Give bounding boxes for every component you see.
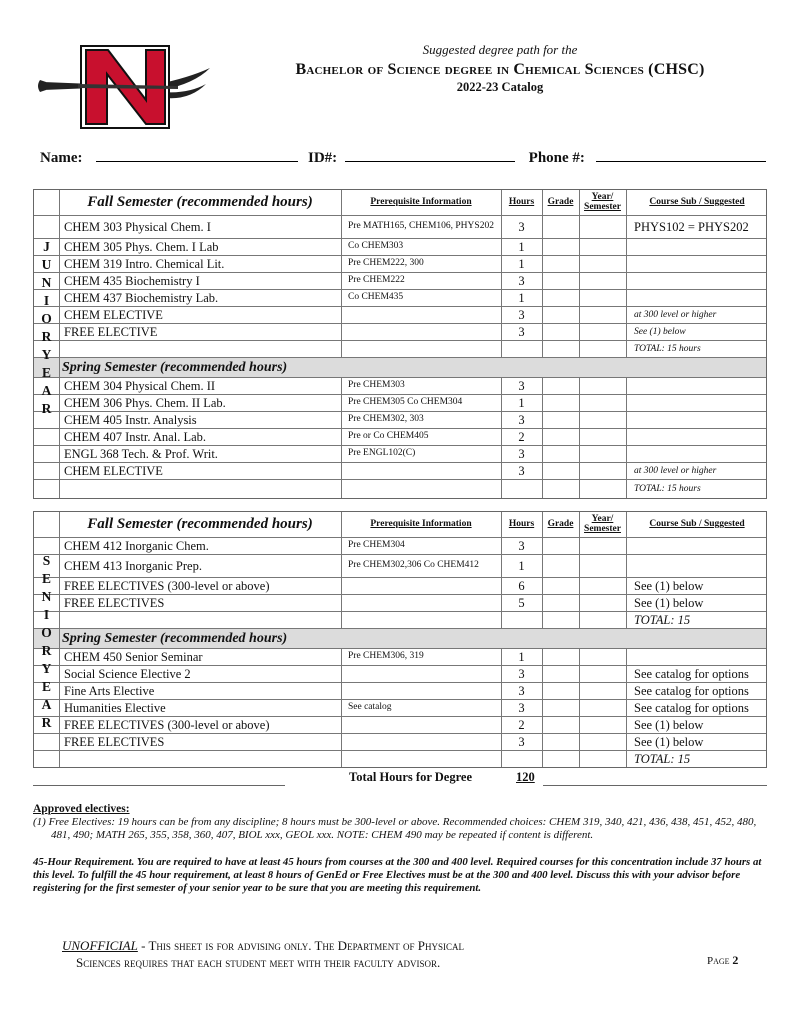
grade-cell[interactable]: [542, 324, 579, 340]
course-row: [34, 751, 766, 768]
course-sub-note: TOTAL: 15 hours: [634, 483, 701, 494]
side-letter: R: [41, 401, 52, 416]
spring-semester-title: Spring Semester (recommended hours): [62, 359, 288, 375]
course-name: CHEM 437 Biochemistry Lab.: [64, 290, 219, 305]
grade-cell[interactable]: [542, 649, 579, 665]
id-label: ID#:: [307, 150, 338, 166]
year-semester-cell[interactable]: [579, 216, 626, 238]
course-hours: 3: [518, 683, 525, 698]
course-name: CHEM 435 Biochemistry I: [64, 273, 200, 288]
course-name: FREE ELECTIVE: [64, 324, 158, 339]
footer-disclaimer: [62, 938, 464, 972]
phone-label: Phone #:: [528, 150, 585, 166]
course-prereq: Pre CHEM222, 300: [348, 258, 424, 269]
name-field[interactable]: [96, 148, 298, 162]
year-semester-cell[interactable]: [579, 256, 626, 272]
course-prereq: Pre CHEM302,306 Co CHEM412: [348, 560, 479, 571]
side-letter: S: [42, 553, 51, 568]
course-hours: 1: [518, 290, 525, 305]
course-name: CHEM 412 Inorganic Chem.: [64, 538, 209, 553]
senior-year-table: [33, 511, 767, 768]
page-num: 2: [732, 953, 739, 967]
year-semester-cell[interactable]: [579, 273, 626, 289]
junior-side-label: [34, 238, 59, 418]
side-letter: A: [41, 697, 52, 712]
course-prereq: [341, 751, 501, 768]
grade-cell[interactable]: [542, 480, 579, 497]
year-semester-cell[interactable]: [579, 324, 626, 340]
course-row: [34, 378, 766, 395]
course-hours: 3: [518, 307, 525, 322]
course-hours: 3: [518, 273, 525, 288]
fall-semester-title: Fall Semester (recommended hours): [87, 194, 313, 210]
note-free-electives: (1) Free Electives: 19 hours can be from any discipline; 8 hours must be 300-level or above. Recommended choices: CHEM 319, 340, 421, 436, 438, 451, 452, 480, 481, 490; MATH 265, 355, 358, 360, 407, BIOL xxx, GEOL xxx. NOTE: CHEM 490 may be repeated if content is different.: [33, 816, 757, 842]
side-letter: O: [41, 311, 52, 326]
course-hours: 2: [518, 429, 525, 444]
course-hours: 1: [518, 239, 525, 254]
disclaimer-line-2: Sciences requires that each student meet with their faculty advisor.: [76, 954, 441, 970]
course-sub-note: See catalog for options: [634, 683, 749, 698]
year-semester-cell[interactable]: [579, 307, 626, 323]
course-name: Humanities Elective: [64, 700, 166, 715]
grade-cell[interactable]: [542, 239, 579, 255]
grade-cell[interactable]: [542, 216, 579, 238]
year-semester-cell[interactable]: [579, 429, 626, 445]
course-sub-note: See catalog for options: [634, 700, 749, 715]
grade-cell[interactable]: [542, 446, 579, 462]
year-semester-cell[interactable]: [579, 612, 626, 628]
course-row: [34, 700, 766, 717]
course-name: CHEM 303 Physical Chem. I: [64, 219, 211, 234]
year-semester-cell[interactable]: [579, 395, 626, 411]
fall-semester-title: Fall Semester (recommended hours): [87, 516, 313, 532]
grade-cell[interactable]: [542, 395, 579, 411]
course-name: FREE ELECTIVES: [64, 734, 165, 749]
course-prereq: Pre CHEM305 Co CHEM304: [348, 397, 463, 408]
course-prereq: [341, 578, 501, 594]
course-prereq: [341, 717, 501, 733]
year-semester-cell[interactable]: [579, 412, 626, 428]
course-sub-note: See (1) below: [634, 327, 686, 337]
total-hours-value: 120: [516, 770, 535, 784]
course-name: [59, 751, 341, 768]
course-row: [34, 555, 766, 578]
course-sub-note: [626, 446, 768, 462]
senior-side-label: [34, 552, 59, 732]
course-sub-note: PHYS102 = PHYS202: [634, 219, 749, 234]
course-hours: [501, 612, 542, 628]
course-prereq: [341, 683, 501, 699]
grade-cell[interactable]: [542, 578, 579, 594]
year-semester-cell[interactable]: [579, 666, 626, 682]
course-row: [34, 480, 766, 497]
course-row: [34, 256, 766, 273]
course-sub-note: TOTAL: 15: [634, 612, 691, 627]
course-prereq: Pre ENGL102(C): [348, 448, 416, 459]
requirement-45-hour: 45-Hour Requirement. You are required to have at least 45 hours from courses at the 300 and 400 level. Required courses for this concentration include 37 hours at this level. To fulfill the 45 hour requirement, at least 8 hours of GenEd or Free Electives must be at the 300 and 400 level. Discuss this with your advisor before registering for the first semester of your senior year to be sure that you are meeting this requirement.: [33, 855, 762, 895]
course-prereq: Pre CHEM222: [348, 275, 405, 286]
course-prereq: [341, 307, 501, 323]
course-sub-note: [626, 239, 768, 255]
course-hours: 3: [518, 700, 525, 715]
course-prereq: See catalog: [348, 702, 392, 713]
course-hours: 3: [518, 666, 525, 681]
course-sub-note: [626, 256, 768, 272]
course-name: CHEM ELECTIVE: [64, 307, 163, 322]
year-semester-cell[interactable]: [579, 700, 626, 716]
course-sub-note: See (1) below: [634, 717, 704, 732]
course-hours: [501, 341, 542, 357]
course-hours: 3: [518, 324, 525, 339]
course-prereq: Pre or Co CHEM405: [348, 431, 429, 442]
year-semester-cell[interactable]: [579, 555, 626, 577]
side-letter: R: [41, 643, 52, 658]
grade-cell[interactable]: [542, 666, 579, 682]
col-prereq-header: Prerequisite Information: [370, 518, 472, 529]
course-sub-note: See (1) below: [634, 595, 704, 610]
course-row: [34, 239, 766, 256]
side-letter: N: [41, 275, 52, 290]
course-hours: 6: [518, 578, 525, 593]
course-row: [34, 412, 766, 429]
course-hours: 1: [518, 558, 525, 573]
course-prereq: Pre CHEM306, 319: [348, 651, 424, 662]
university-logo: [38, 44, 213, 130]
course-sub-note: [626, 555, 768, 577]
side-letter: A: [41, 383, 52, 398]
side-letter: E: [41, 571, 51, 586]
course-name: CHEM 305 Phys. Chem. I Lab: [64, 239, 219, 254]
side-letter: E: [41, 365, 51, 380]
course-sub-note: See (1) below: [634, 578, 704, 593]
year-semester-cell[interactable]: [579, 538, 626, 554]
course-sub-note: [626, 273, 768, 289]
course-sub-note: See (1) below: [634, 734, 704, 749]
course-hours: 1: [518, 256, 525, 271]
approved-electives-heading: Approved electives:: [33, 803, 130, 815]
side-letter: E: [41, 679, 51, 694]
grade-cell[interactable]: [542, 538, 579, 554]
header-title: Bachelor of Science degree in Chemical Sciences (CHSC): [295, 61, 705, 78]
course-hours: 5: [518, 595, 525, 610]
course-name: FREE ELECTIVES (300-level or above): [64, 717, 270, 732]
side-letter: J: [43, 239, 50, 254]
course-hours: [501, 751, 542, 768]
year-semester-cell[interactable]: [579, 239, 626, 255]
col-hours-header: Hours: [508, 196, 535, 207]
year-semester-cell[interactable]: [579, 341, 626, 357]
course-row: [34, 538, 766, 555]
side-letter: Y: [41, 661, 52, 676]
year-semester-cell[interactable]: [579, 480, 626, 497]
grade-cell[interactable]: [542, 378, 579, 394]
course-row: [34, 463, 766, 480]
unofficial-label: UNOFFICIAL: [62, 938, 138, 953]
course-prereq: Co CHEM303: [348, 241, 404, 252]
course-prereq: [341, 480, 501, 497]
course-sub-note: [626, 412, 768, 428]
course-hours: 3: [518, 538, 525, 553]
course-hours: [501, 480, 542, 497]
col-grade-header: Grade: [547, 518, 574, 529]
course-name: FREE ELECTIVES (300-level or above): [64, 578, 270, 593]
course-row: [34, 683, 766, 700]
course-prereq: [341, 666, 501, 682]
document-header: [240, 42, 760, 95]
course-prereq: Pre CHEM303: [348, 380, 405, 391]
spring-semester-title: Spring Semester (recommended hours): [62, 630, 288, 646]
course-hours: 3: [518, 463, 525, 478]
course-prereq: [341, 463, 501, 479]
col-year-semester-header: Year/ Semester: [584, 514, 621, 534]
grade-cell[interactable]: [542, 290, 579, 306]
course-name: CHEM 413 Inorganic Prep.: [64, 558, 202, 573]
side-letter: I: [43, 607, 50, 622]
course-sub-note: at 300 level or higher: [634, 310, 717, 320]
course-hours: 3: [518, 412, 525, 427]
course-sub-note: TOTAL: 15: [634, 752, 691, 766]
side-letter: I: [43, 293, 50, 308]
student-id-line: [40, 148, 766, 167]
course-sub-note: [626, 395, 768, 411]
phone-field[interactable]: [596, 148, 766, 162]
id-field[interactable]: [345, 148, 515, 162]
course-sub-note: [626, 429, 768, 445]
notes: [33, 803, 763, 895]
course-name: [59, 612, 341, 628]
side-letter: R: [41, 329, 52, 344]
total-hours-label: Total Hours for Degree: [349, 770, 473, 784]
year-semester-cell[interactable]: [579, 683, 626, 699]
course-row: [34, 666, 766, 683]
course-name: CHEM 306 Phys. Chem. II Lab.: [64, 395, 226, 410]
course-row: [34, 324, 766, 341]
col-course-sub-header: Course Sub / Suggested: [649, 196, 745, 207]
course-name: Social Science Elective 2: [64, 666, 191, 681]
course-row: [34, 734, 766, 751]
course-name: FREE ELECTIVES: [64, 595, 165, 610]
course-prereq: [341, 324, 501, 340]
course-prereq: [341, 341, 501, 357]
total-hours-row: [33, 770, 767, 786]
course-prereq: [341, 734, 501, 750]
course-name: [59, 480, 341, 497]
grade-cell[interactable]: [542, 341, 579, 357]
name-label: Name:: [40, 150, 83, 166]
course-name: [59, 341, 341, 357]
grade-cell[interactable]: [542, 463, 579, 479]
course-row: [34, 429, 766, 446]
course-name: CHEM 319 Intro. Chemical Lit.: [64, 256, 225, 271]
course-row: [34, 578, 766, 595]
course-row: [34, 273, 766, 290]
course-sub-note: [626, 290, 768, 306]
side-letter: O: [41, 625, 52, 640]
course-row: [34, 649, 766, 666]
course-row: [34, 595, 766, 612]
course-row: [34, 717, 766, 734]
course-row: [34, 446, 766, 463]
course-prereq: Pre MATH165, CHEM106, PHYS202: [348, 221, 494, 232]
grade-cell[interactable]: [542, 429, 579, 445]
course-prereq: Pre CHEM302, 303: [348, 414, 424, 425]
year-semester-cell[interactable]: [579, 649, 626, 665]
course-name: CHEM ELECTIVE: [64, 463, 163, 478]
course-row: [34, 216, 766, 239]
grade-cell[interactable]: [542, 595, 579, 611]
year-semester-cell[interactable]: [579, 578, 626, 594]
grade-cell[interactable]: [542, 307, 579, 323]
grade-cell[interactable]: [542, 256, 579, 272]
course-hours: 3: [518, 446, 525, 461]
col-course-sub-header: Course Sub / Suggested: [649, 518, 745, 529]
course-sub-note: [626, 378, 768, 394]
year-semester-cell[interactable]: [579, 378, 626, 394]
course-sub-note: [626, 538, 768, 554]
side-letter: N: [41, 589, 52, 604]
course-name: CHEM 450 Senior Seminar: [64, 649, 203, 664]
col-hours-header: Hours: [508, 518, 535, 529]
fall-header-row: [34, 190, 766, 216]
year-semester-cell[interactable]: [579, 751, 626, 768]
course-sub-note: TOTAL: 15 hours: [634, 344, 701, 354]
grade-cell[interactable]: [542, 273, 579, 289]
grade-cell[interactable]: [542, 700, 579, 716]
course-hours: 3: [518, 734, 525, 749]
year-semester-cell[interactable]: [579, 595, 626, 611]
grade-cell[interactable]: [542, 717, 579, 733]
grade-cell[interactable]: [542, 555, 579, 577]
course-prereq: [341, 595, 501, 611]
side-letter: U: [41, 257, 52, 272]
course-row: [34, 307, 766, 324]
course-sub-note: at 300 level or higher: [634, 466, 717, 476]
course-sub-note: See catalog for options: [634, 666, 749, 681]
course-row: [34, 290, 766, 307]
grade-cell[interactable]: [542, 412, 579, 428]
spring-header-row: [34, 358, 766, 378]
course-row: [34, 395, 766, 412]
course-name: Fine Arts Elective: [64, 683, 155, 698]
header-catalog: 2022-23 Catalog: [456, 80, 544, 94]
course-sub-note: [626, 649, 768, 665]
course-name: ENGL 368 Tech. & Prof. Writ.: [64, 446, 218, 461]
year-semester-cell[interactable]: [579, 463, 626, 479]
course-prereq: Pre CHEM304: [348, 540, 405, 551]
year-semester-cell[interactable]: [579, 290, 626, 306]
course-prereq: [341, 612, 501, 628]
fall-header-row: [34, 512, 766, 538]
year-semester-cell[interactable]: [579, 734, 626, 750]
spring-header-row: [34, 629, 766, 649]
grade-cell[interactable]: [542, 734, 579, 750]
course-name: CHEM 405 Instr. Analysis: [64, 412, 197, 427]
course-prereq: Co CHEM435: [348, 292, 404, 303]
course-name: CHEM 407 Instr. Anal. Lab.: [64, 429, 207, 444]
course-name: CHEM 304 Physical Chem. II: [64, 378, 216, 393]
year-semester-cell[interactable]: [579, 446, 626, 462]
grade-cell[interactable]: [542, 683, 579, 699]
col-prereq-header: Prerequisite Information: [370, 196, 472, 207]
disclaimer-line-1: - This sheet is for advising only. The Department of Physical: [137, 938, 464, 953]
page-label: Page: [707, 955, 730, 967]
grade-cell[interactable]: [542, 751, 579, 768]
course-hours: 1: [518, 395, 525, 410]
year-semester-cell[interactable]: [579, 717, 626, 733]
course-hours: 3: [518, 219, 525, 234]
side-letter: R: [41, 715, 52, 730]
col-year-semester-header: Year/ Semester: [584, 192, 621, 212]
course-hours: 3: [518, 378, 525, 393]
grade-cell[interactable]: [542, 612, 579, 628]
header-subtitle: Suggested degree path for the: [422, 42, 578, 57]
course-row: [34, 612, 766, 629]
col-grade-header: Grade: [547, 196, 574, 207]
course-hours: 1: [518, 649, 525, 664]
page-number: [707, 953, 738, 968]
course-hours: 2: [518, 717, 525, 732]
junior-year-table: [33, 189, 767, 499]
course-row: [34, 341, 766, 358]
side-letter: Y: [41, 347, 52, 362]
